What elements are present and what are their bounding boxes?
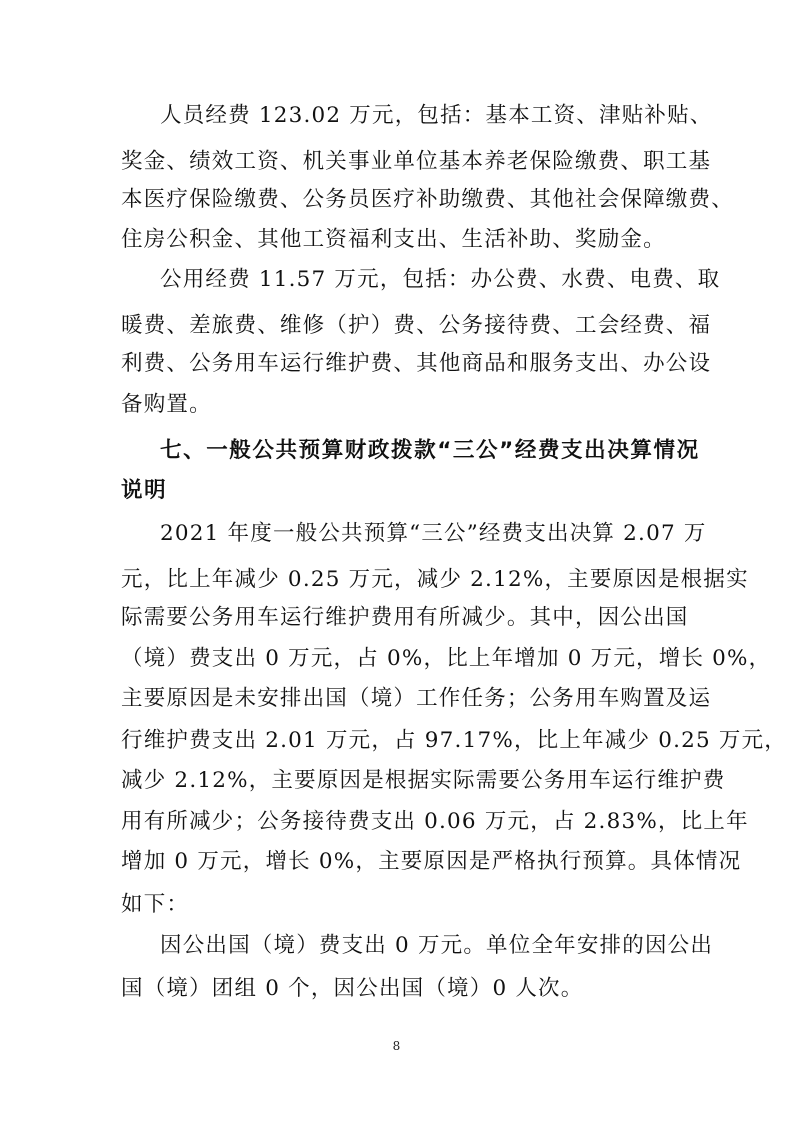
paragraph-three-public-line-7: 减少 2.12%，主要原因是根据实际需要公务用车运行维护费 bbox=[121, 768, 726, 793]
page-number: 8 bbox=[392, 1039, 401, 1053]
paragraph-public-use-line-4: 备购置。 bbox=[121, 392, 212, 417]
paragraph-three-public-line-5: 主要原因是未安排出国（境）工作任务；公务用车购置及运 bbox=[121, 686, 712, 711]
paragraph-three-public-line-10: 如下： bbox=[121, 892, 190, 917]
paragraph-three-public-line-8: 用有所减少；公务接待费支出 0.06 万元，占 2.83%，比上年 bbox=[121, 809, 749, 834]
paragraph-personnel-line-3: 本医疗保险缴费、公务员医疗补助缴费、其他社会保障缴费、 bbox=[121, 187, 734, 212]
paragraph-personnel-line-1: 人员经费 123.02 万元，包括：基本工资、津贴补贴、 bbox=[160, 103, 713, 128]
paragraph-public-use-line-1: 公用经费 11.57 万元，包括：办公费、水费、电费、取 bbox=[160, 267, 721, 292]
paragraph-three-public-line-4: （境）费支出 0 万元，占 0%，比上年增加 0 万元，增长 0%， bbox=[121, 646, 772, 671]
paragraph-three-public-line-3: 际需要公务用车运行维护费用有所减少。其中，因公出国 bbox=[121, 605, 689, 630]
section-heading-line-2: 说明 bbox=[121, 478, 168, 503]
paragraph-public-use-line-2: 暖费、差旅费、维修（护）费、公务接待费、工会经费、福 bbox=[121, 313, 712, 338]
paragraph-three-public-line-2: 元，比上年减少 0.25 万元，减少 2.12%，主要原因是根据实 bbox=[121, 567, 749, 592]
paragraph-three-public-line-1: 2021 年度一般公共预算“三公”经费支出决算 2.07 万 bbox=[160, 521, 707, 546]
paragraph-abroad-line-1: 因公出国（境）费支出 0 万元。单位全年安排的因公出 bbox=[160, 933, 714, 958]
paragraph-public-use-line-3: 利费、公务用车运行维护费、其他商品和服务支出、办公设 bbox=[121, 351, 712, 376]
paragraph-abroad-line-2: 国（境）团组 0 个，因公出国（境）0 人次。 bbox=[121, 976, 584, 1001]
paragraph-personnel-line-4: 住房公积金、其他工资福利支出、生活补助、奖励金。 bbox=[121, 227, 666, 252]
paragraph-three-public-line-6: 行维护费支出 2.01 万元，占 97.17%，比上年减少 0.25 万元， bbox=[121, 728, 787, 753]
paragraph-personnel-line-2: 奖金、绩效工资、机关事业单位基本养老保险缴费、职工基 bbox=[121, 149, 712, 174]
paragraph-three-public-line-9: 增加 0 万元，增长 0%，主要原因是严格执行预算。具体情况 bbox=[121, 849, 742, 874]
section-heading-line-1: 七、一般公共预算财政拨款“三公”经费支出决算情况 bbox=[160, 438, 700, 463]
